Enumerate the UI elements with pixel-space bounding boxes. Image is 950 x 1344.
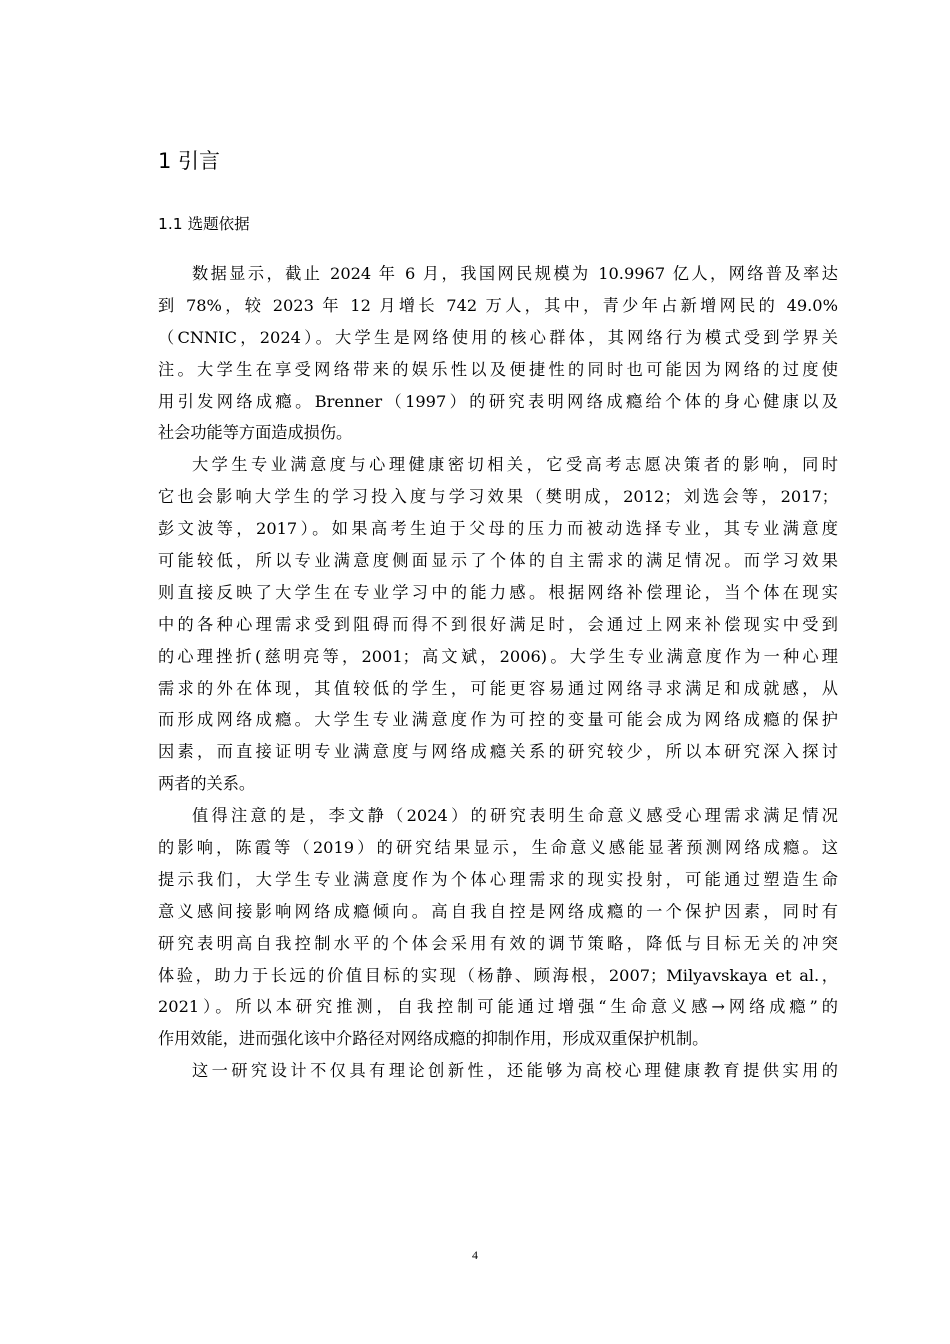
paragraph-1-line: 注。大学生在享受网络带来的娱乐性以及便捷性的同时也可能因为网络的过度使 <box>158 359 838 379</box>
paragraph-2-line: 可能较低，所以专业满意度侧面显示了个体的自主需求的满足情况。而学习效果 <box>158 551 838 571</box>
paragraph-3-line: 研究表明高自我控制水平的个体会采用有效的调节策略，降低与目标无关的冲突 <box>158 933 838 953</box>
paragraph-3-line: 体验，助力于长远的价值目标的实现（杨静、顾海根，2007；Milyavskaya et al.， <box>158 965 838 985</box>
paragraph-1-line: 用引发网络成瘾。Brenner（1997）的研究表明网络成瘾给个体的身心健康以及 <box>158 391 838 411</box>
paragraph-2-line: 中的各种心理需求受到阻碍而得不到很好满足时，会通过上网来补偿现实中受到 <box>158 614 838 634</box>
paragraph-3-line: 值得注意的是，李文静（2024）的研究表明生命意义感受心理需求满足情况 <box>192 806 838 826</box>
paragraph-1-line: （CNNIC，2024）。大学生是网络使用的核心群体，其网络行为模式受到学界关 <box>158 327 838 347</box>
paragraph-2-line: 而形成网络成瘾。大学生专业满意度作为可控的变量可能会成为网络成瘾的保护 <box>158 710 838 730</box>
section-title: 1 引言 <box>158 149 221 173</box>
paragraph-3-line: 作用效能，进而强化该中介路径对网络成瘾的抑制作用，形成双重保护机制。 <box>158 1029 709 1049</box>
paragraph-2-line: 则直接反映了大学生在专业学习中的能力感。根据网络补偿理论，当个体在现实 <box>158 582 838 602</box>
paragraph-3-line: 提示我们，大学生专业满意度作为个体心理需求的现实投射，可能通过塑造生命 <box>158 869 838 889</box>
paragraph-2-line: 因素，而直接证明专业满意度与网络成瘾关系的研究较少，所以本研究深入探讨 <box>158 742 838 762</box>
paragraph-2-line: 的心理挫折(慈明亮等，2001；高文斌，2006)。大学生专业满意度作为一种心理 <box>158 646 838 666</box>
paragraph-2-line: 需求的外在体现，其值较低的学生，可能更容易通过网络寻求满足和成就感，从 <box>158 678 838 698</box>
paragraph-1-line: 到 78%，较 2023 年 12 月增长 742 万人，其中，青少年占新增网民的 49.0% <box>158 295 838 315</box>
paragraph-3-line: 2021）。所以本研究推测，自我控制可能通过增强“生命意义感→网络成瘾”的 <box>158 997 838 1017</box>
paragraph-1-line: 数据显示，截止 2024 年 6 月，我国网民规模为 10.9967 亿人，网络普及率达 <box>192 264 838 283</box>
paragraph-4-line: 这一研究设计不仅具有理论创新性，还能够为高校心理健康教育提供实用的 <box>192 1061 838 1081</box>
paragraph-2-line: 两者的关系。 <box>158 774 256 794</box>
paragraph-2-line: 它也会影响大学生的学习投入度与学习效果（樊明成，2012；刘选会等，2017； <box>158 487 838 507</box>
paragraph-3-line: 意义感间接影响网络成瘾倾向。高自我自控是网络成瘾的一个保护因素，同时有 <box>158 901 838 921</box>
paragraph-1-line: 社会功能等方面造成损伤。 <box>158 423 353 443</box>
paragraph-2-line: 大学生专业满意度与心理健康密切相关，它受高考志愿决策者的影响，同时 <box>192 455 838 475</box>
paragraph-2-line: 彭文波等，2017）。如果高考生迫于父母的压力而被动选择专业，其专业满意度 <box>158 519 838 539</box>
body-text <box>158 258 838 1087</box>
page-number: 4 <box>472 1248 478 1262</box>
subsection-title: 1.1 选题依据 <box>158 215 250 233</box>
paragraph-3-line: 的影响，陈霞等（2019）的研究结果显示，生命意义感能显著预测网络成瘾。这 <box>158 838 838 858</box>
